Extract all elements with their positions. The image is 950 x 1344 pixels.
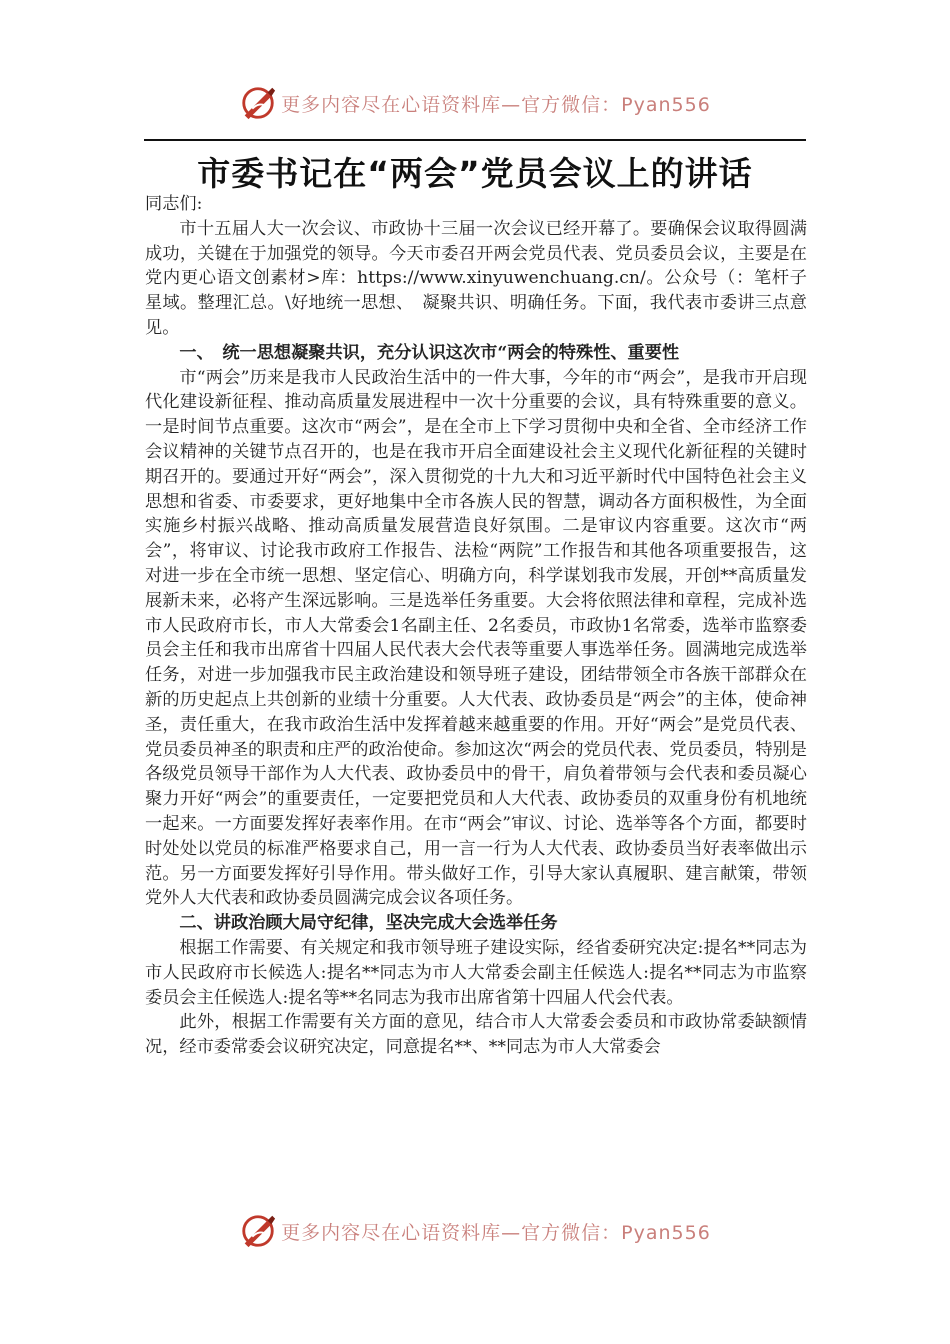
section-heading-1: 一、 统一思想凝聚共识，充分认识这次市“两会的特殊性、重要性 (179, 342, 680, 363)
watermark-text: 更多内容尽在心语资料库—官方微信：Pyan556 (281, 93, 711, 116)
document-body (145, 192, 807, 1060)
section-1-paragraph: 市“两会”历来是我市人民政治生活中的一件大事，今年的市“两会”，是我市开启现代化建设新征程、推动高质量发展进程中一次十分重要的会议，具有特殊重要的意义。一是时间节点重要。这次市“两会”，是在全市上下学习贯彻中央和全省、全市经济工作会议精神的关键节点召开的，也是在我市开启全面建设社会主义现代化新征程的关键时期召开的。要通过开好“两会”，深入贯彻党的十九大和习近平新时代中国特色社会主义思想和省委、市委要求，更好地集中全市各族人民的智慧，调动各方面积极性，为全面实施乡村振兴战略、推动高质量发展营造良好氛围。二是审议内容重要。这次市“两会”，将审议、讨论我市政府工作报告、法检“两院”工作报告和其他各项重要报告，这对进一步在全市统一思想、坚定信心、明确方向，科学谋划我市发展，开创**高质量发展新未来，必将产生深远影响。三是选举任务重要。大会将依照法律和章程，完成补选市人民政府市长，市人大常委会1名副主任、2名委员，市政协1名常委，选举市监察委员会主任和我市出席省十四届人民代表大会代表等重要人事选举任务。圆满地完成选举任务，对进一步加强我市民主政治建设和领导班子建设，团结带领全市各族干部群众在新的历史起点上共创新的业绩十分重要。人大代表、政协委员是“两会”的主体，使命神圣，责任重大，在我市政治生活中发挥着越来越重要的作用。开好“两会”是党员代表、党员委员神圣的职责和庄严的政治使命。参加这次“两会的党员代表、党员委员，特别是各级党员领导干部作为人大代表、政协委员中的骨干，肩负着带领与会代表和委员凝心聚力开好“两会”的重要责任，一定要把党员和人大代表、政协委员的双重身份有机地统一起来。一方面要发挥好表率作用。在市“两会”审议、讨论、选举等各个方面，都要时时处处以党员的标准严格要求自己，用一言一行为人大代表、政协委员当好表率做出示范。另一方面要发挥好引导作用。带头做好工作，引导大家认真履职、建言献策，带领党外人大代表和政协委员圆满完成会议各项任务。 (145, 367, 807, 909)
section-heading-2: 二、讲政治顾大局守纪律，坚决完成大会选举任务 (179, 913, 558, 934)
header-divider (144, 139, 806, 141)
salutation: 同志们: (145, 194, 203, 214)
header-watermark-banner (0, 78, 950, 128)
watermark-text: 更多内容尽在心语资料库—官方微信：Pyan556 (281, 1221, 711, 1244)
section-2-paragraph-2: 此外，根据工作需要有关方面的意见，结合市人大常委会委员和市政协常委缺额情况，经市委常委会议研究决定，同意提名**、**同志为市人大常委会 (145, 1012, 807, 1058)
section-2-paragraph-1: 根据工作需要、有关规定和我市领导班子建设实际，经省委研究决定:提名**同志为市人民政府市长候选人:提名**同志为市人大常委会副主任候选人:提名**同志为市监察委员会主任候选人:提名等**名同志为我市出席省第十四届人代会代表。 (145, 937, 807, 1008)
pen-logo-icon (239, 84, 277, 122)
document-title: 市委书记在“两会”党员会议上的讲话 (197, 154, 753, 193)
pen-logo-icon (239, 1212, 277, 1250)
footer-watermark-banner (0, 1206, 950, 1256)
intro-paragraph: 市十五届人大一次会议、市政协十三届一次会议已经开幕了。要确保会议取得圆满成功，关键在于加强党的领导。今天市委召开两会党员代表、党员委员会议，主要是在党内更心语文创素材>库：https://www.xinyuwenchuang.cn/。公众号（：笔杆子星域。整理汇总。\好地统一思想、 凝聚共识、明确任务。下面，我代表市委讲三点意见。 (145, 218, 807, 338)
